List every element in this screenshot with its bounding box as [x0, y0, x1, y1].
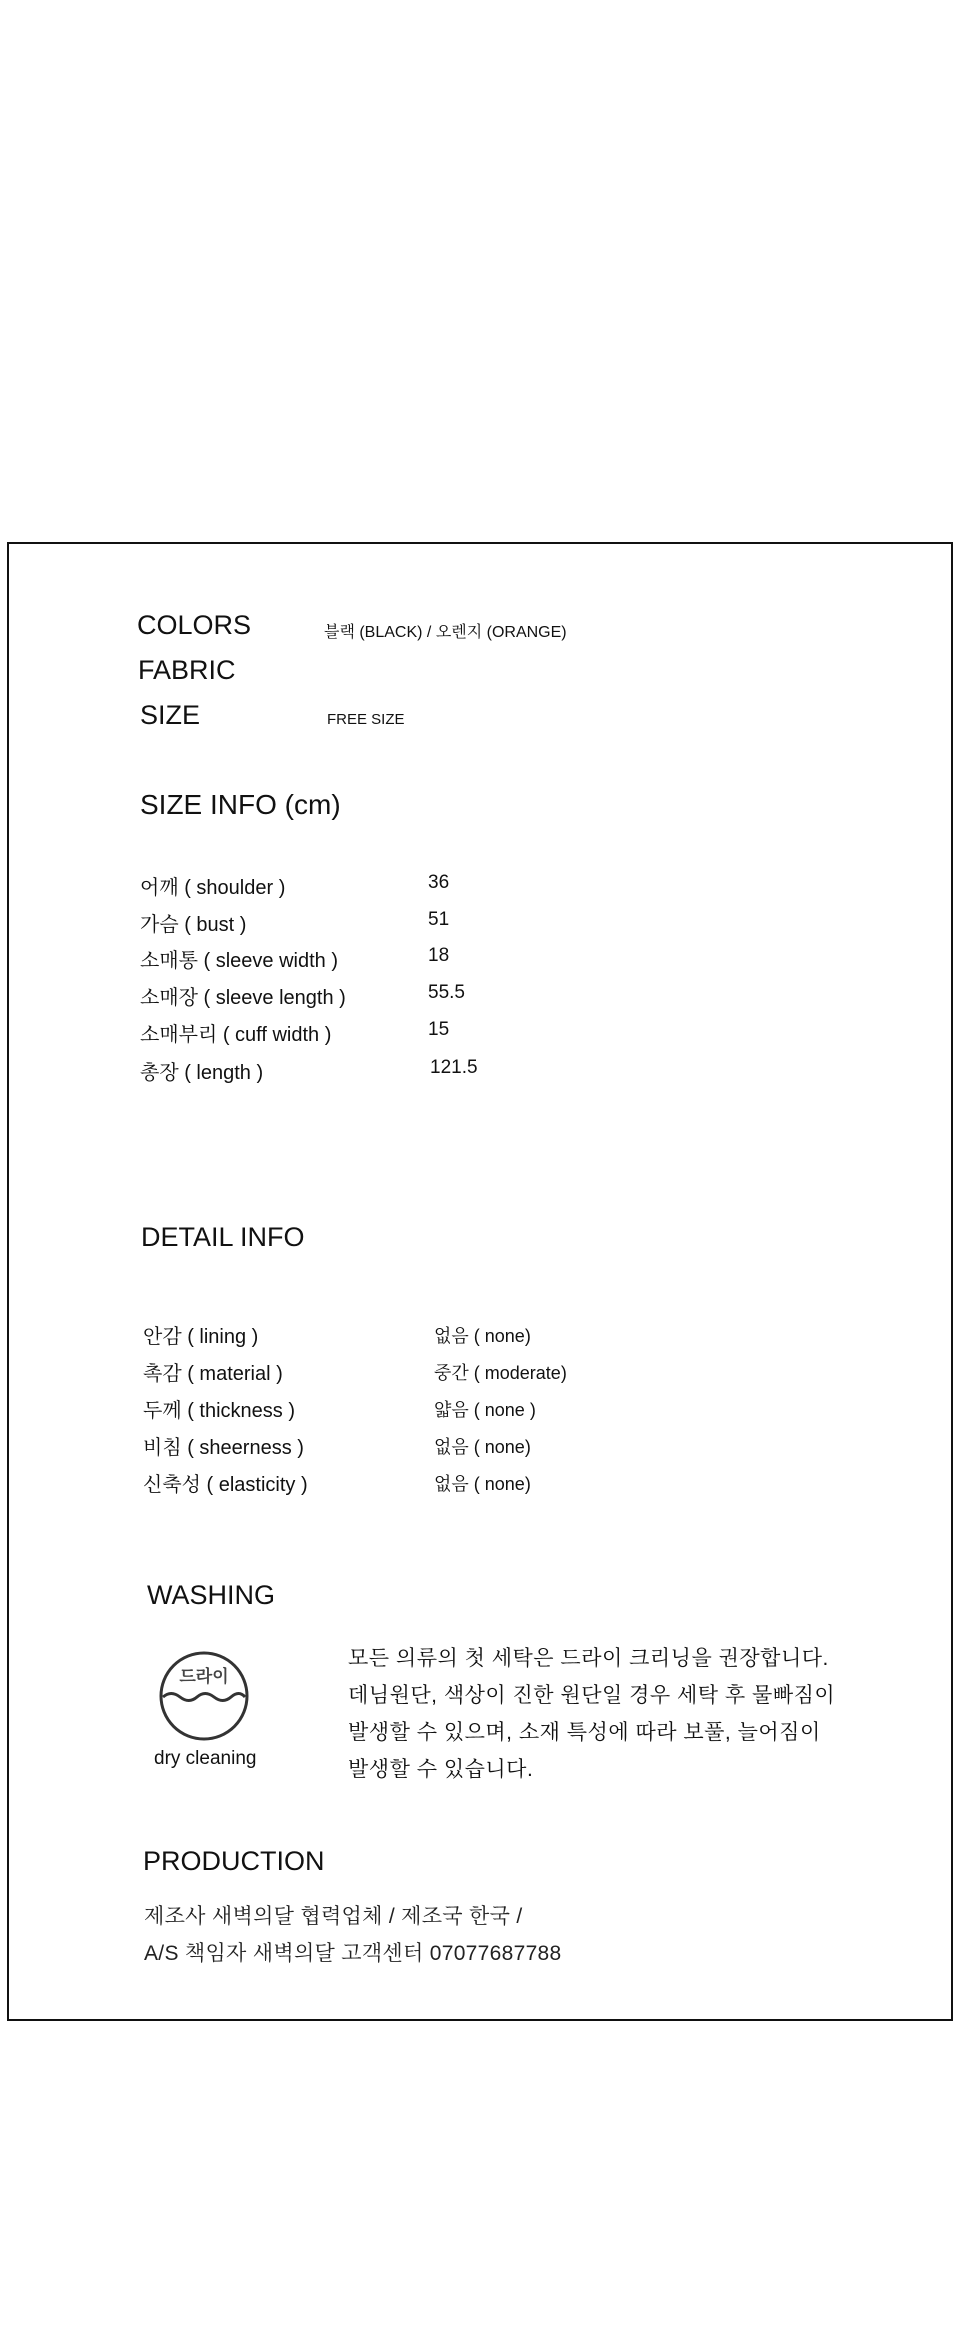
size-row-label: 가슴 ( bust ) — [140, 914, 247, 936]
size-value: FREE SIZE — [327, 711, 405, 728]
production-title: PRODUCTION — [143, 1846, 325, 1876]
size-label: SIZE — [140, 700, 201, 730]
washing-text — [348, 1640, 835, 1788]
size-row-label: 소매통 ( sleeve width ) — [140, 950, 339, 972]
detail-row-value: 얇음 ( none ) — [434, 1400, 536, 1420]
detail-row-label: 촉감 ( material ) — [143, 1363, 283, 1385]
size-row-value: 55.5 — [428, 982, 465, 1003]
dry-cleaning-caption: dry cleaning — [154, 1748, 257, 1769]
size-info-title: SIZE INFO (cm) — [140, 789, 341, 820]
production-text — [144, 1898, 562, 1972]
washing-title: WASHING — [147, 1580, 275, 1610]
size-row-label: 소매장 ( sleeve length ) — [140, 987, 346, 1009]
detail-row-label: 안감 ( lining ) — [143, 1326, 259, 1348]
detail-row-label: 신축성 ( elasticity ) — [143, 1474, 308, 1496]
washing-line: 데님원단, 색상이 진한 원단일 경우 세탁 후 물빠짐이 — [348, 1684, 836, 1707]
washing-line: 발생할 수 있으며, 소재 특성에 따라 보풀, 늘어짐이 — [348, 1721, 821, 1744]
detail-row-value: 없음 ( none) — [434, 1474, 531, 1494]
detail-info-title: DETAIL INFO — [141, 1222, 305, 1252]
size-row-label: 총장 ( length ) — [140, 1062, 264, 1084]
fabric-label: FABRIC — [138, 655, 236, 685]
detail-row-label: 두께 ( thickness ) — [143, 1400, 295, 1422]
colors-label: COLORS — [137, 610, 252, 640]
colors-value: 블랙 (BLACK) / 오렌지 (ORANGE) — [324, 624, 567, 641]
washing-line: 발생할 수 있습니다. — [348, 1758, 534, 1781]
detail-row-value: 없음 ( none) — [434, 1437, 531, 1457]
size-row-value: 18 — [428, 945, 450, 966]
detail-row-value: 없음 ( none) — [434, 1326, 531, 1346]
size-row-value: 121.5 — [430, 1057, 478, 1078]
detail-row-value: 중간 ( moderate) — [434, 1363, 567, 1383]
dry-cleaning-icon-label: 드라이 — [179, 1667, 229, 1686]
washing-line: 모든 의류의 첫 세탁은 드라이 크리닝을 권장합니다. — [348, 1647, 829, 1670]
product-info-box — [7, 542, 953, 2021]
dry-cleaning-icon — [156, 1648, 252, 1744]
size-row-value: 51 — [428, 909, 450, 930]
size-row-value: 36 — [428, 872, 450, 893]
detail-row-label: 비침 ( sheerness ) — [143, 1437, 304, 1459]
size-row-label: 어깨 ( shoulder ) — [140, 877, 286, 899]
production-line: 제조사 새벽의달 협력업체 / 제조국 한국 / — [144, 1905, 523, 1928]
production-line: A/S 책임자 새벽의달 고객센터 07077687788 — [144, 1942, 562, 1965]
size-row-value: 15 — [428, 1019, 450, 1040]
size-row-label: 소매부리 ( cuff width ) — [140, 1024, 332, 1046]
